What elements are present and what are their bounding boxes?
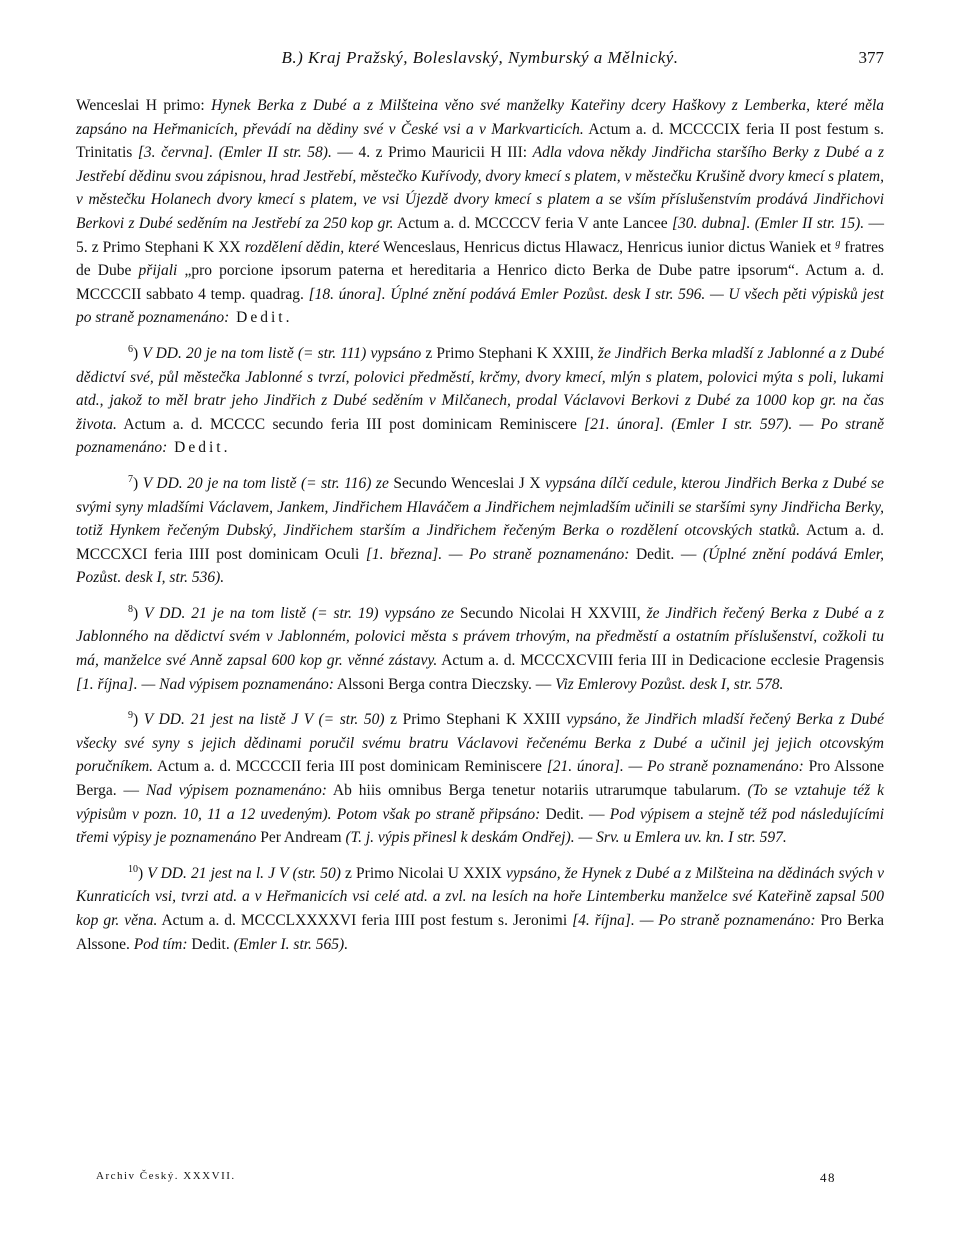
text-segment: že Jindřich řečený Berka z Dubé a z Jablonného na dědictví svém v Jablonném, polovici města s právem trhovým, na předměstí a ostatním příslušenství, cožkoli tu má, manželce své Anně zapsal 600 kop gr. věnné zástavy.: [76, 604, 885, 670]
text-segment: Dedit.: [187, 935, 234, 953]
text-segment: — 5. z Primo Stephani K XX: [76, 214, 884, 256]
footnote-marker: 7: [128, 473, 133, 485]
footnote-8: $^8$) V DD. 21 je na tom listě (= str. 19) vypsáno ze Secundo Nicolai H XXVIII, že Jindřich řečený Berka z Dubé a z Jablonného na dědictví svém v Jablonném, polovici města s právem trhovým, na předměstí a ostatním příslušenství, cožkoli tu má, manželce své Anně zapsal 600 kop gr. věnné zástavy. Actum a. d. MCCCXCVIII feria III in Dedicacione ecclesie Pragensis [1. října]. — Nad výpisem poznamenáno: Alssoni Berga contra Dieczsky. — Viz Emlerovy Pozůst. desk I, str. 578.: [76, 603, 885, 693]
text-segment: g: [835, 237, 841, 249]
text-segment: z Primo Stephani K XXIII: [384, 711, 567, 729]
text-segment: [30. dubna]. (Emler II str. 15).: [671, 214, 865, 232]
page-number: 377: [858, 48, 884, 67]
text-segment: Wenceslai H primo:: [76, 97, 212, 114]
text-segment: Secundo Wenceslai J X: [388, 474, 546, 492]
main-paragraph: [76, 94, 884, 330]
document-page: [76, 48, 884, 956]
footnote-6: $^6$) V DD. 20 je na tom listě (= str. 111) vypsáno z Primo Stephani K XXIII, že Jindřich Berka mladší z Jablonné a z Dubé dědictví své, půl městečka Jablonné s tvrzí, polovici předměstí, krčmy, dvory kmecí, mlýn s platem, polovici mýta s poli, lukami atd., jakož to měl bratr jeho Jindřich z Dubé seděním v Milčanech, prodal Václavovi Berkovi z Dubé za 1000 kop gr. na čas života. Actum a. d. MCCCC secundo feria III post dominicam Reminiscere [21. února]. (Emler I str. 597). — Po straně poznamenáno: Dedit.: [76, 343, 884, 457]
text-segment: Pod výpisem a stejně též pod následujícími třemi výpisy je poznamenáno: [76, 805, 885, 847]
text-segment: Actum a. d. MCCCCIX feria II post festum s. Trinitatis: [76, 120, 884, 162]
text-segment: Adla vdova někdy Jindřicha staršího Berky z Dubé a z Jestřebí dědinu svou zápisnou, hrad Jestřebí, městečko Kuřívody, dvory kmecí s platem, v městečku Krušině dvory kmecí s platem, v městečku Holanech dvory kmecí s platem, ve vsi Újezdě dvory kmecí s platem a se vším příslušenstvím prodává Jindřichovi Berkovi z Dubé seděním na Jestřebí za 250 kop gr.: [76, 144, 884, 232]
text-segment: „pro porcione ipsorum paterna et hereditaria a Henrico dicto Berka de Dube patre ipsorum“. Actum a. d. MCCCCII sabbato 4 temp. quadrag.: [76, 262, 885, 303]
text-segment: [21. února]. — Po straně poznamenáno:: [546, 758, 804, 776]
text-segment: (T. j. výpis přinesl k deskám Ondřej). — Srv. u Emlera uv. kn. I str. 597.: [345, 829, 787, 847]
text-segment: V DD. 20 je na tom listě (= str. 116) ze: [142, 474, 389, 492]
text-segment: Hynek Berka z Dubé a z Milšteina věno své manželky Kateřiny dcery Haškovy z Lemberka, které měla zapsáno na Heřmanicích, převádí na dědiny své v České vsi a v Markvarticích.: [76, 97, 884, 138]
text-segment: Viz Emlerovy Pozůst. desk I, str. 578.: [555, 675, 784, 693]
text-segment: vypsáno, že Jindřich mladší řečený Berka z Dubé všecky své syny s jejich dědinami poručil svému bratru Václavovi řečenému Berka z Dubé a učinil jej jejich otcovským poručníkem.: [76, 711, 884, 776]
header-title: B.) Kraj Pražský, Boleslavský, Nymburský a Mělnický.: [281, 48, 679, 67]
text-segment: Pod tím:: [133, 935, 188, 953]
text-segment: Pro Berka Alssone.: [76, 912, 884, 953]
text-segment: (Emler I. str. 565).: [233, 935, 349, 953]
text-segment: Actum a. d. MCCCXCI feria IIII post dominicam Oculi: [76, 522, 884, 563]
text-segment: [3. června]. (Emler II str. 58).: [137, 144, 332, 162]
text-segment: Dedit. —: [540, 805, 610, 823]
text-segment: vypsáno, že Hynek z Dubé a z Milšteina na dědinách svých v Kunraticích vsi, tvrzi atd. a v Heřmanicích vsi celé atd. a zvl. na lesích na hoře Lintemberku manželce své Kateřině zapsal 500 kop gr. věna.: [76, 864, 884, 929]
footnote-marker: 9: [128, 710, 133, 722]
text-segment: rozdělení dědin, které: [244, 238, 380, 256]
text-segment: [1. října]. — Nad výpisem poznamenáno:: [76, 675, 334, 693]
footnote-7: $^7$) V DD. 20 je na tom listě (= str. 116) ze Secundo Wenceslai J X vypsána dílčí cedule, kterou Jindřich Berka z Dubé se svými syny mladšími Václavem, Jankem, Jindřichem Hlaváčem a Jindřichem nejmladším učinili se staršími syny Jindřicha Berky, totiž Hynkem řečeným Dubský, Jindřichem starším a Jindřichem řečeným Berka o rozdělení otcovských statků. Actum a. d. MCCCXCI feria IIII post dominicam Oculi [1. března]. — Po straně poznamenáno: Dedit. — (Úplné znění podává Emler, Pozůst. desk I, str. 536).: [76, 473, 884, 587]
text-segment: V DD. 21 jest na listě J V (= str. 50): [143, 711, 385, 729]
footer-source: Archiv Český. XXXVII.: [96, 1170, 236, 1182]
text-segment: Ab hiis omnibus Berga tenetur notariis utrarumque tabularum.: [326, 782, 748, 800]
text-segment: fratres de Dube: [76, 238, 884, 280]
footnote-10: $^{10}$) V DD. 21 jest na l. J V (str. 50) z Primo Nicolai U XXIX vypsáno, že Hynek z Dubé a z Milšteina na dědinách svých v Kunraticích vsi, tvrzi atd. a v Heřmanicích vsi celé atd. a zvl. na lesích na hoře Lintemberku manželce své Kateřině zapsal 500 kop gr. věna. Actum a. d. MCCCLXXXXVI feria IIII post festum s. Jeronimi [4. října]. — Po straně poznamenáno: Pro Berka Alssone. Pod tím: Dedit. (Emler I. str. 565).: [76, 863, 884, 953]
text-segment: (To se vztahuje též k výpisům v pozn. 10, 11 a 12 uvedeným). Potom však po straně připsáno:: [76, 782, 885, 823]
text-segment: V DD. 20 je na tom listě (= str. 111) vypsáno: [142, 344, 422, 362]
text-segment: Nad výpisem poznamenáno:: [145, 782, 327, 800]
text-segment: přijali: [138, 262, 178, 280]
text-segment: Per Andream: [256, 829, 346, 847]
text-segment: Actum a. d. MCCCLXXXXVI feria IIII post festum s. Jeronimi: [157, 912, 573, 929]
text-segment: Alssoni Berga contra Dieczsky. —: [333, 675, 556, 693]
text-segment: V DD. 21 jest na l. J V (str. 50): [147, 864, 341, 882]
text-segment: Dedit.: [229, 309, 293, 327]
text-segment: Secundo Nicolai H XXVIII,: [454, 604, 647, 622]
footer-signature: 48: [820, 1170, 836, 1185]
footnote-marker: 6: [128, 343, 133, 355]
text-segment: (Úplné znění podává Emler, Pozůst. desk I, str. 536).: [76, 545, 884, 587]
text-segment: Actum a. d. MCCCCV feria V ante Lancee: [393, 214, 672, 232]
text-segment: — 4. z Primo Mauricii H III:: [331, 144, 533, 162]
footnote-9: $^9$) V DD. 21 jest na listě J V (= str. 50) z Primo Stephani K XXIII vypsáno, že Jindřich mladší řečený Berka z Dubé všecky své syny s jejich dědinami poručil svému bratru Václavovi řečenému Berka z Dubé a učinil jej jejich otcovským poručníkem. Actum a. d. MCCCCII feria III post dominicam Reminiscere [21. února]. — Po straně poznamenáno: Pro Alssone Berga. — Nad výpisem poznamenáno: Ab hiis omnibus Berga tenetur notariis utrarumque tabularum. (To se vztahuje též k výpisům v pozn. 10, 11 a 12 uvedeným). Potom však po straně připsáno: Dedit. — Pod výpisem a stejně též pod následujícími třemi výpisy je poznamenáno Per Andream (T. j. výpis přinesl k deskám Ondřej). — Srv. u Emlera uv. kn. I str. 597.: [76, 710, 885, 847]
footnote-marker: 8: [128, 603, 133, 615]
page-footer: [96, 1170, 836, 1185]
text-segment: z Primo Nicolai U XXIX: [340, 864, 506, 882]
footnote-marker: 10: [128, 863, 138, 875]
text-segment: [18. února]. Úplné znění podává Emler Pozůst. desk I str. 596. — U všech pěti výpisků jest po straně poznamenáno:: [76, 285, 884, 327]
text-segment: Dedit. —: [629, 545, 703, 563]
text-segment: Wenceslaus, Henricus dictus Hlawacz, Henricus iunior dictus Waniek et: [379, 238, 836, 256]
text-segment: vypsána dílčí cedule, kterou Jindřich Berka z Dubé se svými syny mladšími Václavem, Jankem, Jindřichem Hlaváčem a Jindřichem nejmladším učinili se staršími syny Jindřicha Berky, totiž Hynkem řečeným Dubský, Jindřichem starším a Jindřichem řečeným Berka o rozdělení otcovských statků.: [76, 474, 884, 540]
text-segment: [4. října]. — Po straně poznamenáno:: [572, 912, 816, 929]
text-segment: z Primo Stephani K XXIII,: [421, 344, 598, 362]
running-header: [76, 48, 884, 78]
body-text: [76, 94, 884, 956]
text-segment: Dedit.: [167, 439, 231, 457]
text-segment: [21. února]. (Emler I str. 597). — Po straně poznamenáno:: [76, 415, 884, 457]
text-segment: Actum a. d. MCCCCII feria III post dominicam Reminiscere: [153, 758, 547, 776]
text-segment: Pro Alssone Berga. —: [76, 758, 884, 800]
text-segment: že Jindřich Berka mladší z Jablonné a z Dubé dědictví své, půl městečka Jablonné s tvrzí, polovici předměstí, krčmy, dvory kmecí, mlýn s platem, polovici mýta s poli, lukami atd., jakož to měl bratr jeho Jindřich z Dubé seděním v Milčanech, prodal Václavovi Berkovi z Dubé za 1000 kop gr. na čas života.: [76, 344, 884, 433]
text-segment: [1. března]. — Po straně poznamenáno:: [365, 545, 630, 563]
text-segment: Actum a. d. MCCCC secundo feria III post dominicam Reminiscere: [116, 415, 585, 433]
text-segment: Actum a. d. MCCCXCVIII feria III in Dedicacione ecclesie Pragensis: [437, 652, 885, 670]
text-segment: V DD. 21 je na tom listě (= str. 19) vypsáno ze: [144, 604, 454, 622]
